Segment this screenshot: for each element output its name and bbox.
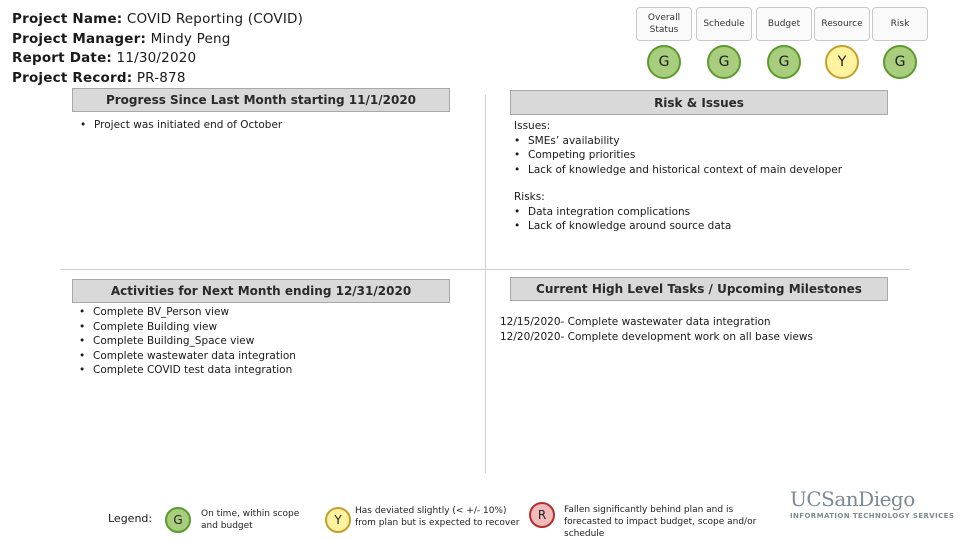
report-date-line [12,49,303,69]
legend-yellow-text: Has deviated slightly (< +/- 10%) from plan but is expected to recover [355,506,520,528]
legend-red-text: Fallen significantly behind plan and is forecasted to impact budget, scope and/or schedule [564,505,757,539]
progress-title-bar: Progress Since Last Month starting 11/1/2020 [72,88,450,112]
activities-list [79,305,296,378]
project-record-label: Project Record: [12,69,133,86]
progress-list [80,118,282,133]
project-manager-value: Mindy Peng [150,30,231,47]
risk-item: • Lack of knowledge around source data [514,219,731,234]
issue-item: • SMEs’ availability [514,134,842,149]
status-header-budget: Budget [756,7,812,41]
issue-item: • Competing priorities [514,148,842,163]
progress-item: • Project was initiated end of October [80,118,282,133]
activity-item: • Complete Building_Space view [79,334,296,349]
risks-section [514,190,731,234]
risk-issues-title-bar: Risk & Issues [510,90,888,115]
activity-item: • Complete Building view [79,320,296,335]
status-overall-indicator: G [647,45,681,79]
activity-item: • Complete COVID test data integration [79,363,296,378]
issues-section [514,119,842,177]
report-date-label: Report Date: [12,50,113,66]
project-name-label: Project Name: [12,11,123,27]
issue-item: • Lack of knowledge and historical context of main developer [514,163,842,178]
project-info [12,10,303,88]
uc-san-diego-logo [790,487,954,520]
report-date-value: 11/30/2020 [116,50,197,66]
project-name-value: COVID Reporting (COVID) [126,11,304,27]
status-schedule-indicator: G [707,45,741,79]
activity-item: • Complete BV_Person view [79,305,296,320]
status-header-schedule: Schedule [696,7,752,41]
status-header-resource: Resource [814,7,870,41]
status-header-risk: Risk [872,7,928,41]
project-manager-line [12,30,303,50]
logo-wordmark: UCSanDiego [790,487,915,511]
project-manager-label: Project Manager: [12,30,147,47]
issues-label: Issues: [514,120,551,132]
project-record-value: PR-878 [136,69,186,86]
legend-green-text: On time, within scope and budget [201,509,300,531]
logo-subtitle: INFORMATION TECHNOLOGY SERVICES [790,512,955,520]
milestones-title-bar: Current High Level Tasks / Upcoming Milestones [510,277,888,301]
risk-item: • Data integration complications [514,205,731,220]
legend-green-indicator: G [165,507,191,533]
milestones-list [500,315,813,344]
legend-red-indicator: R [529,502,555,528]
project-record-line [12,69,303,89]
vertical-divider [485,95,486,473]
milestone-item: 12/15/2020- Complete wastewater data integration [500,316,771,328]
activities-title-bar: Activities for Next Month ending 12/31/2020 [72,279,450,303]
activity-item: • Complete wastewater data integration [79,349,296,364]
status-header-overall: Overall Status [636,7,692,41]
project-name-line [12,10,303,30]
legend-label: Legend: [108,512,153,525]
status-resource-indicator: Y [825,45,859,79]
risks-label: Risks: [514,191,545,203]
status-risk-indicator: G [883,45,917,79]
status-budget-indicator: G [767,45,801,79]
legend-yellow-indicator: Y [325,507,351,533]
milestone-item: 12/20/2020- Complete development work on all base views [500,330,813,343]
